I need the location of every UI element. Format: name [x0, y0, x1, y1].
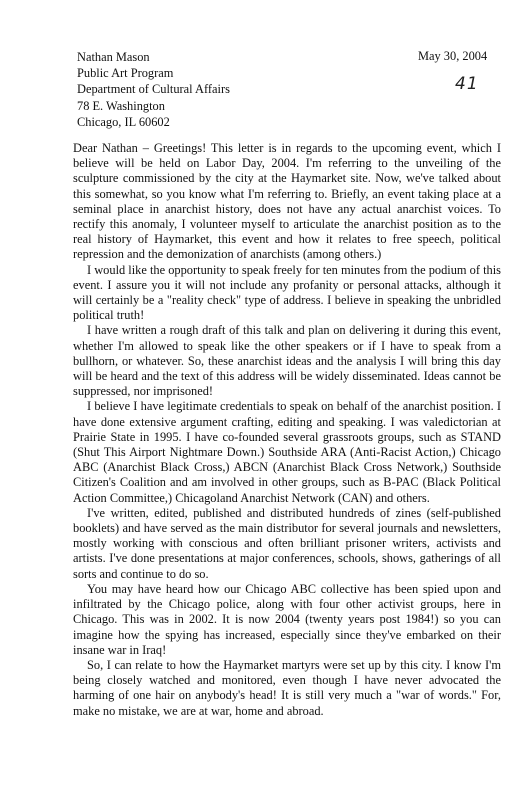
recipient-name: Nathan Mason	[77, 50, 150, 64]
salutation-paragraph: Dear Nathan – Greetings! This letter is in regards to the upcoming event, which I believe will be held on Labor Day, 2004. I'm referring to the unveiling of the sculpture commissioned by the city at the Haymarket site. Now, we've talked about this somewhat, so you know what I'm referring to. Briefly, an event taking place at a seminal place in anarchist history, does not have any actual anarchist voices. To rectify this anomaly, I volunteer myself to articulate the anarchist position as to the real history of Haymarket, this event and how it relates to free speech, political repression and the demonization of anarchists (among others.)	[73, 141, 501, 262]
letter-body	[73, 141, 501, 719]
body-paragraph: I believe I have legitimate credentials to speak on behalf of the anarchist position. I have done extensive argument crafting, editing and speaking. I was valedictorian at Prairie State in 1995. I have co-founded several grassroots groups, such as STAND (Shut This Airport Nightmare Down.) Southside ARA (Anti-Racist Action,) Chicago ABC (Anarchist Black Cross,) ABCN (Anarchist Black Cross Network,) Southside Citizen's Coalition and am involved in other groups, such as B-PAC (Black Political Action Committee,) Chicagoland Anarchist Network (CAN) and others.	[73, 399, 501, 505]
body-paragraph: I would like the opportunity to speak freely for ten minutes from the podium of this event. I assure you it will not include any profanity or personal attacks, although it will certainly be a "reality check" type of address. I believe in speaking the unbridled political truth!	[73, 262, 501, 323]
recipient-address	[77, 49, 230, 130]
body-paragraph: I've written, edited, published and distributed hundreds of zines (self-published booklets) and have served as the main distributor for several journals and newsletters, mostly working with conscious and often brilliant prisoner writers, activists and artists. I've done presentations at major conferences, schools, shows, gatherings of all sorts and continue to do so.	[73, 505, 501, 581]
body-paragraph: So, I can relate to how the Haymarket martyrs were set up by this city. I know I'm being closely watched and monitored, even though I have never advocated the harming of one hair on anybody's head! It is still very much a "war of words." For, make no mistake, we are at war, home and abroad.	[73, 657, 501, 718]
recipient-city: Chicago, IL 60602	[77, 114, 170, 129]
recipient-department: Department of Cultural Affairs	[77, 82, 230, 97]
body-paragraph: I have written a rough draft of this talk and plan on delivering it during this event, whether I'm allowed to speak like the other speakers or if I have to speak from a bullhorn, or whatever. So, these anarchist ideas and the analysis I will bring this day will be heard and the text of this address will be widely disseminated. Ideas cannot be suppressed, nor imprisoned!	[73, 323, 501, 399]
letter-date: May 30, 2004	[418, 49, 488, 63]
body-paragraph: You may have heard how our Chicago ABC collective has been spied upon and infiltrated by the Chicago police, along with four other activist groups, here in Chicago. This was in 2002. It is now 2004 (twenty years post 1984!) so you can imagine how the spying has increased, especially since they've embarked on their insane war in Iraq!	[73, 581, 501, 657]
recipient-street: 78 E. Washington	[77, 98, 165, 113]
recipient-program: Public Art Program	[77, 66, 174, 81]
handwritten-page-number: 41	[455, 74, 479, 94]
